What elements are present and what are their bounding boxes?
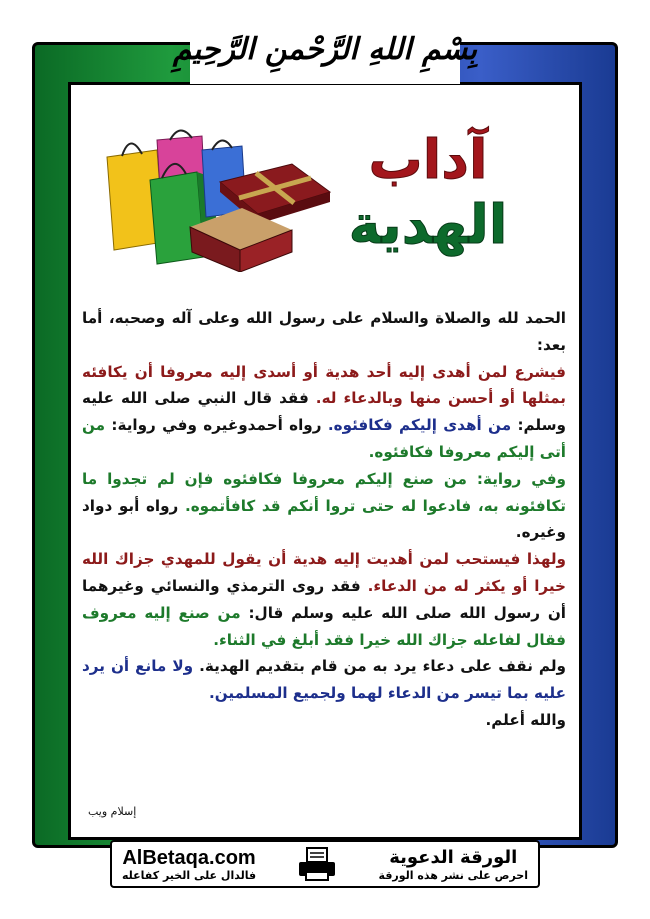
body-paragraph bbox=[82, 466, 566, 546]
text-segment: فيشرع لمن أهدى إليه أحد هدية أو أسدى إليه معروفا أن يكافئه بمثلها أو أحسن منها وبالدعاء له. bbox=[82, 362, 566, 408]
text-segment: فقد روى الترمذي والنسائي وغيرهما أن رسول الله صلى الله عليه وسلم قال: bbox=[82, 576, 567, 622]
text-segment: من صنع إليكم معروفا فكافئوه فإن لم تجدوا ما تكافئونه به، فادعوا له حتى تروا أنكم قد كافأتموه. bbox=[82, 469, 566, 515]
site-link[interactable]: AlBetaqa.com bbox=[122, 846, 256, 869]
text-segment: من صنع إليه معروف فقال لفاعله جزاك الله خيرا فقد أبلغ في الثناء. bbox=[82, 603, 566, 649]
footer-slogan: احرص على نشر هذه الورقة bbox=[378, 868, 528, 882]
body-text bbox=[82, 305, 566, 734]
title-block bbox=[330, 128, 526, 258]
text-segment: من أتى إليكم معروفا فكافئوه. bbox=[82, 416, 566, 461]
text-segment: ولا مانع أن يرد عليه بما تيسر من الدعاء لهما ولجميع المسلمين. bbox=[82, 657, 566, 703]
printer-icon bbox=[297, 846, 337, 882]
text-segment: رواه أبو دواد وغيره. bbox=[82, 496, 566, 542]
text-segment: وفي رواية: bbox=[466, 469, 566, 488]
text-segment: ولم نقف على دعاء يرد به من قام بتقديم الهدية. bbox=[199, 657, 566, 676]
text-segment: فقد قال النبي صلى الله عليه وسلم: bbox=[82, 389, 566, 435]
footer-motto: فالدال على الخير كفاعله bbox=[122, 868, 257, 882]
text-segment: والله أعلم. bbox=[485, 710, 566, 729]
basmala-header bbox=[172, 14, 478, 84]
basmala-text: بِسْمِ اللهِ الرَّحْمنِ الرَّحِيمِ bbox=[172, 31, 478, 67]
title-line-1: آداب bbox=[368, 128, 488, 191]
text-segment: رواه أحمدوغيره وفي رواية: bbox=[105, 416, 328, 435]
text-segment: الحمد لله والصلاة والسلام على رسول الله وعلى آله وصحبه، أما بعد: bbox=[82, 309, 566, 354]
source-signature: إسلام ويب bbox=[88, 805, 137, 818]
footer-brand: الورقة الدعوية bbox=[389, 846, 518, 868]
footer-bar bbox=[110, 840, 540, 888]
body-paragraph bbox=[82, 359, 566, 466]
footer-site-block bbox=[122, 847, 256, 882]
title-line-2: الهدية bbox=[348, 193, 508, 256]
footer-brand-block bbox=[379, 847, 528, 882]
text-segment: من أهدى إليكم فكافئوه. bbox=[327, 416, 512, 435]
body-paragraph bbox=[82, 707, 566, 734]
body-paragraph bbox=[82, 305, 566, 359]
gift-bags-illustration bbox=[102, 122, 332, 272]
body-paragraph bbox=[82, 653, 566, 707]
body-paragraph bbox=[82, 546, 566, 653]
text-segment: ولهذا فيستحب لمن أهديت إليه هدية أن يقول للمهدي جزاك الله خيرا أو يكثر له من الدعاء. bbox=[82, 550, 566, 595]
